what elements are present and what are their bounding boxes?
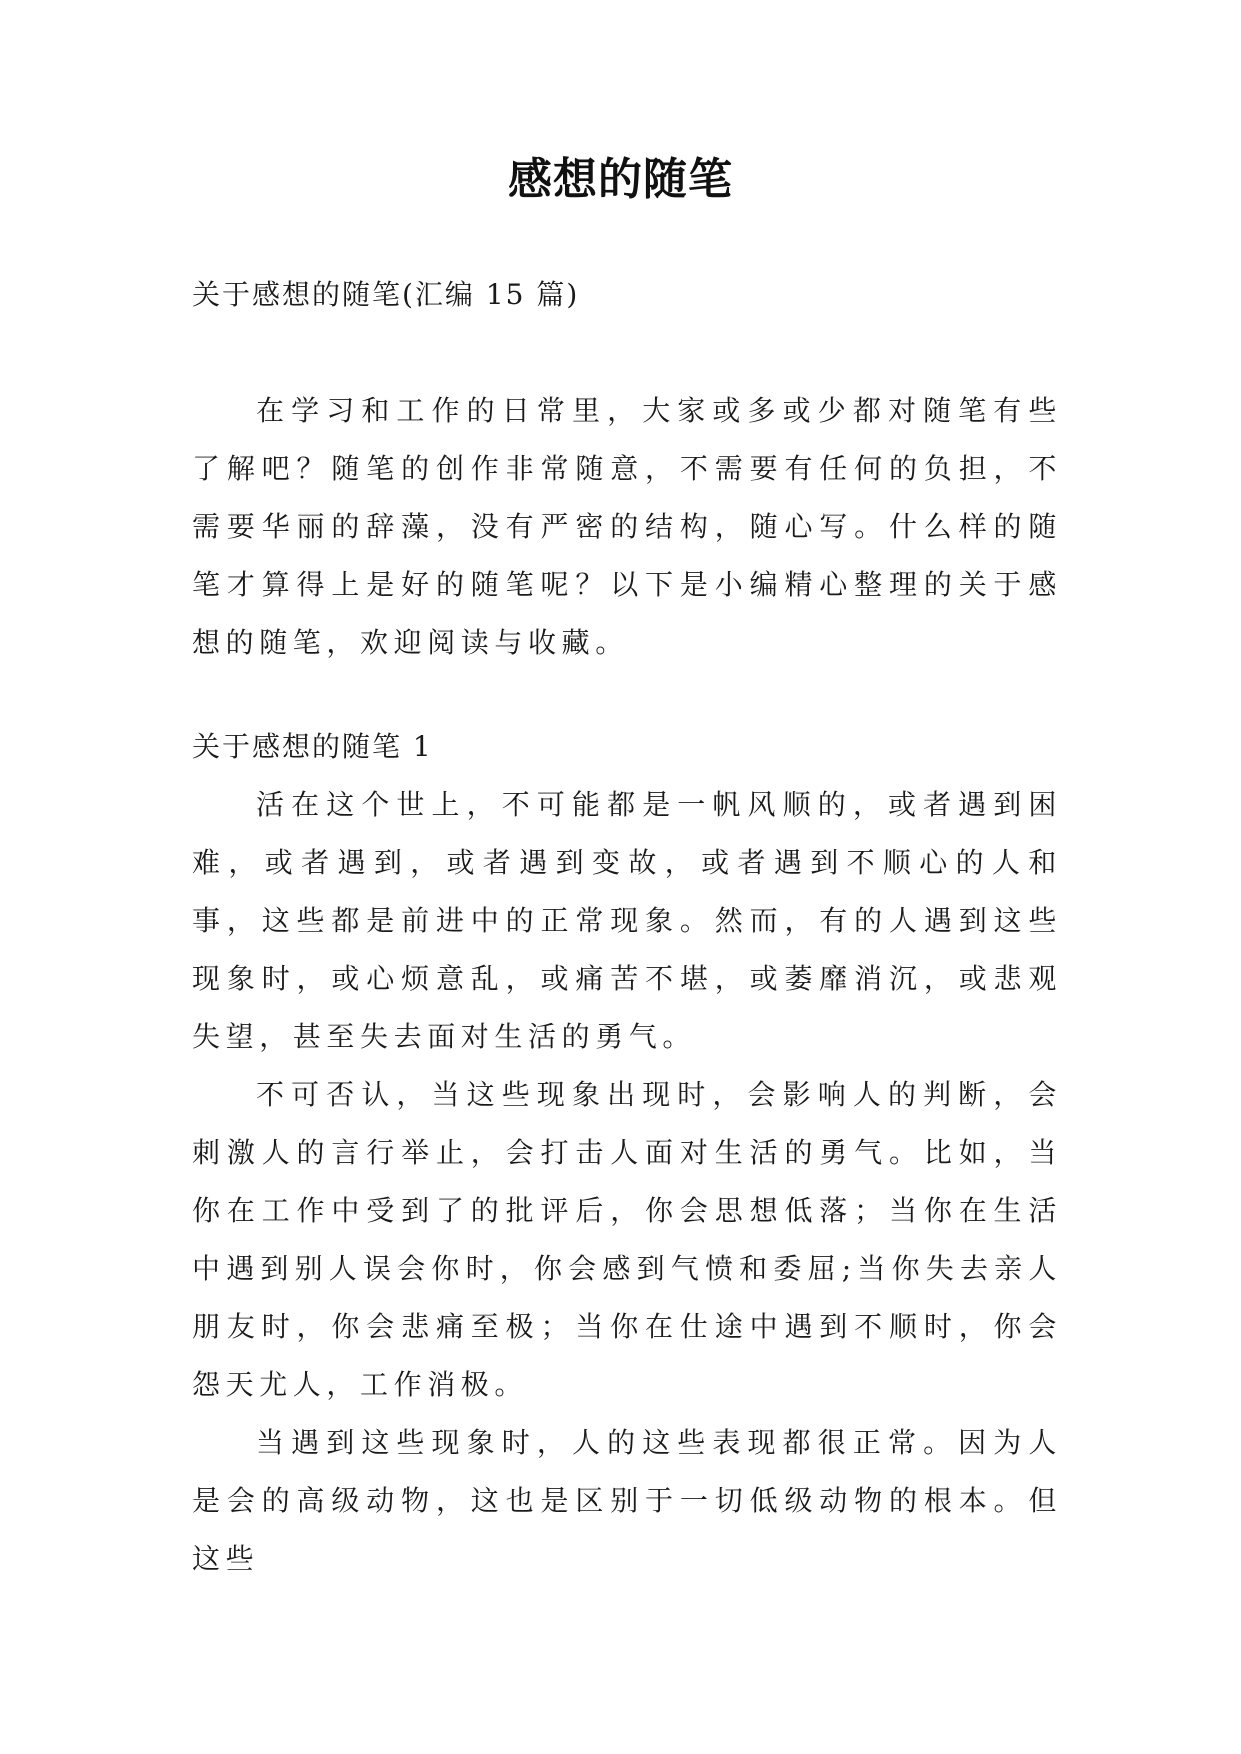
document-title: 感想的随笔	[508, 154, 733, 205]
spacer	[192, 672, 1062, 718]
intro-paragraph: 在学习和工作的日常里，大家或多或少都对随笔有些了解吧？随笔的创作非常随意，不需要有任何的负担，不需要华丽的辞藻，没有严密的结构，随心写。什么样的随笔才算得上是好的随笔呢？以下是小编精心整理的关于感想的随笔，欢迎阅读与收藏。	[192, 394, 1062, 659]
section-heading: 关于感想的随笔 1	[192, 730, 433, 763]
body-paragraph: 不可否认，当这些现象出现时，会影响人的判断，会刺激人的言行举止，会打击人面对生活的勇气。比如，当你在工作中受到了的批评后，你会思想低落；当你在生活中遇到别人误会你时，你会感到气愤和委屈;当你失去亲人朋友时，你会悲痛至极；当你在仕途中遇到不顺时，你会怨天尤人，工作消极。	[192, 1078, 1062, 1401]
body-paragraph: 活在这个世上，不可能都是一帆风顺的，或者遇到困难，或者遇到，或者遇到变故，或者遇到不顺心的人和事，这些都是前进中的正常现象。然而，有的人遇到这些现象时，或心烦意乱，或痛苦不堪，或萎靡消沉，或悲观失望，甚至失去面对生活的勇气。	[192, 788, 1062, 1053]
body-paragraph: 当遇到这些现象时，人的这些表现都很正常。因为人是会的高级动物，这也是区别于一切低级动物的根本。但这些	[192, 1426, 1062, 1575]
document-subtitle: 关于感想的随笔(汇编 15 篇)	[192, 278, 580, 311]
document-body	[192, 266, 1062, 1588]
spacer	[192, 324, 1062, 382]
